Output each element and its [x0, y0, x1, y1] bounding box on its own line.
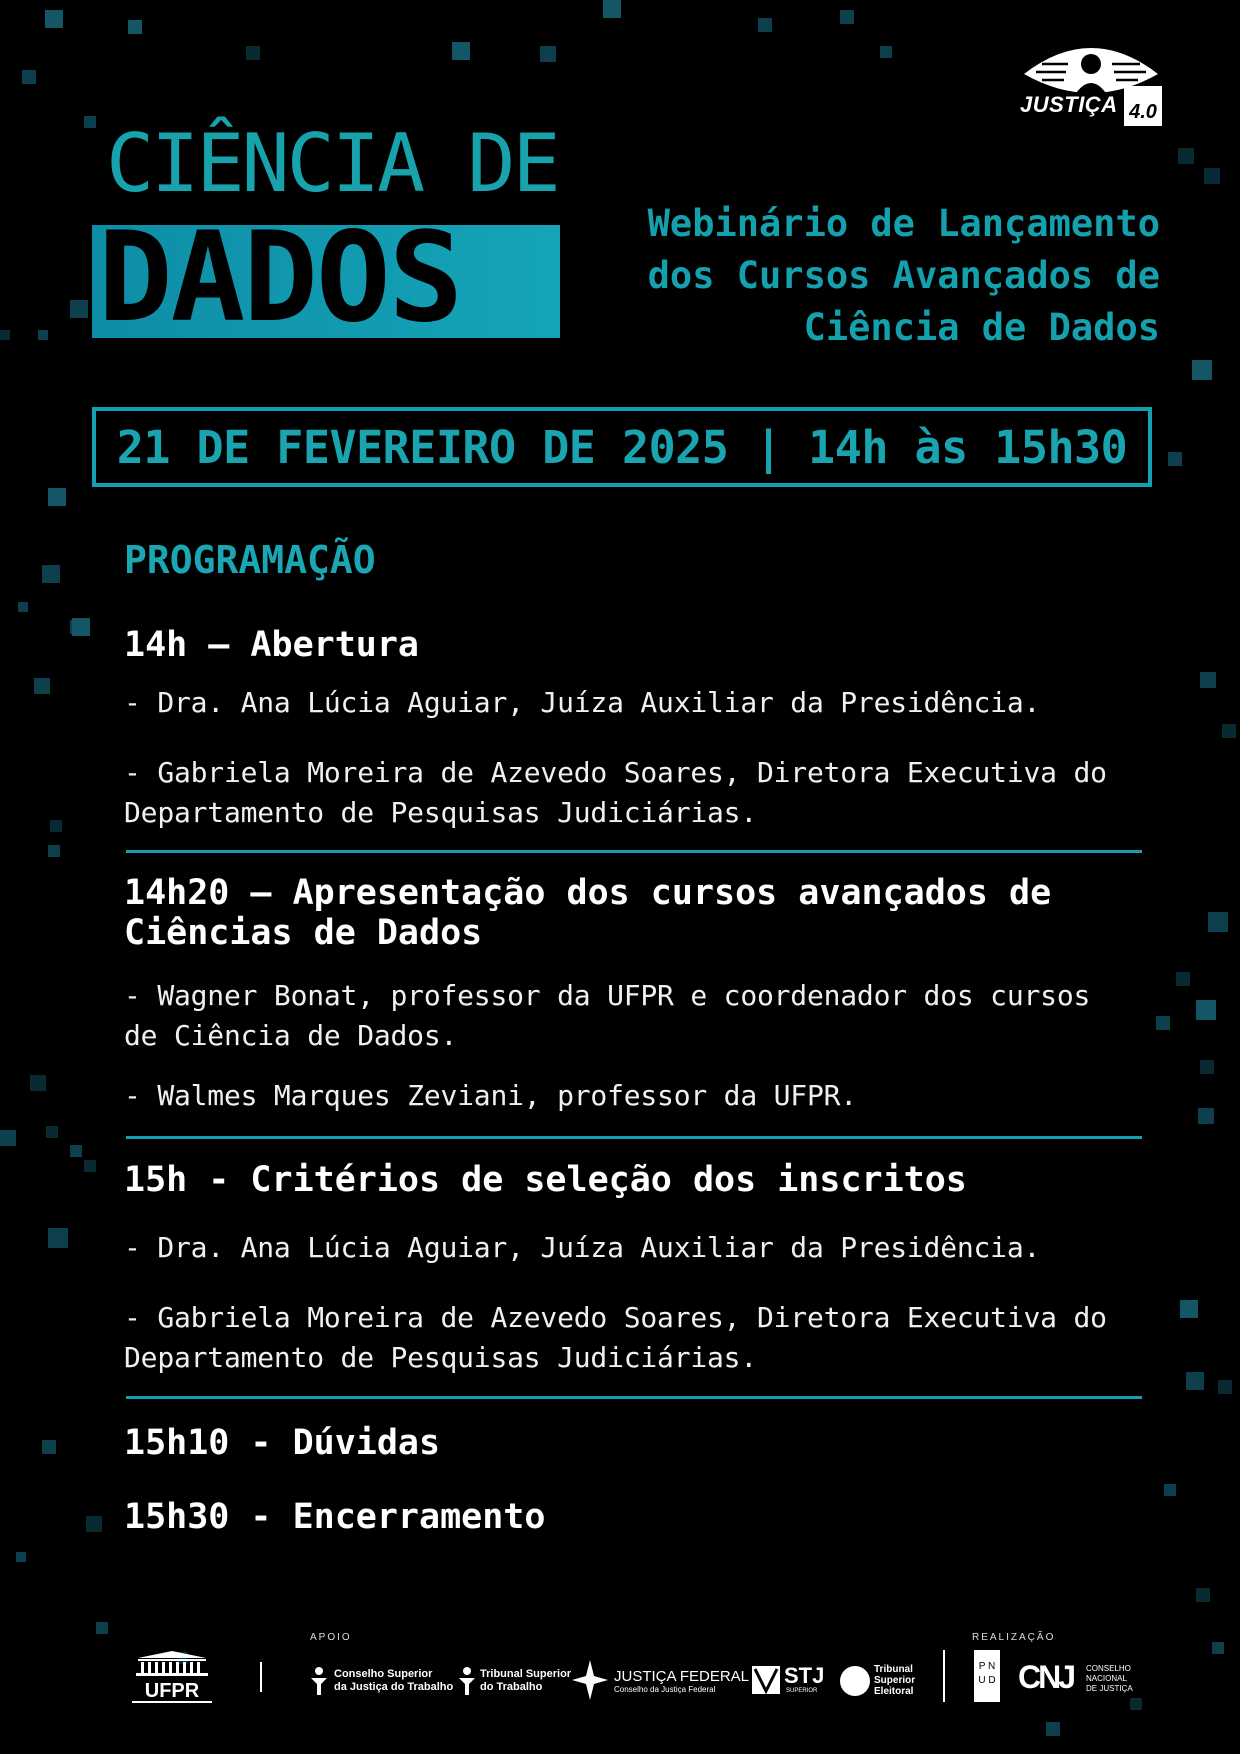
event-date: 21 DE FEVEREIRO DE 2025 | 14h às 15h30	[116, 420, 1128, 474]
session-title: 15h30 - Encerramento	[124, 1497, 546, 1537]
title-line-1: CIÊNCIA DE	[106, 117, 558, 210]
session-title: 14h – Abertura	[124, 625, 420, 665]
speaker-item: - Gabriela Moreira de Azevedo Soares, Diretora Executiva do Departamento de Pesquisas Judiciárias.	[124, 1301, 1107, 1374]
building-icon	[132, 1650, 212, 1676]
star-icon	[572, 1660, 608, 1700]
person-icon	[308, 1666, 330, 1696]
speaker-item: - Gabriela Moreira de Azevedo Soares, Diretora Executiva do Departamento de Pesquisas Judiciárias.	[124, 756, 1107, 829]
stj-emblem-icon	[752, 1666, 780, 1694]
session-title: 15h10 - Dúvidas	[124, 1423, 441, 1463]
ufpr-logo: UFPR	[132, 1650, 212, 1698]
session-title: 15h - Critérios de seleção dos inscritos	[124, 1160, 967, 1200]
event-subtitle	[600, 198, 1160, 354]
speaker-item: - Wagner Bonat, professor da UFPR e coordenador dos cursos de Ciência de Dados.	[124, 979, 1091, 1052]
subtitle-line: Webinário de Lançamento	[647, 202, 1160, 245]
title-line-2: DADOS	[98, 206, 462, 350]
person-icon	[456, 1666, 478, 1696]
footer-divider	[943, 1650, 945, 1702]
event-date-box	[92, 407, 1152, 487]
justica-wordmark: JUSTIÇA	[1020, 92, 1118, 117]
version-badge: 4.0	[1124, 86, 1162, 126]
section-divider	[126, 1396, 1142, 1399]
subtitle-line: dos Cursos Avançados de	[647, 254, 1160, 297]
realizacao-label: REALIZAÇÃO	[972, 1632, 1056, 1643]
footer-divider	[260, 1662, 262, 1692]
apoio-label: APOIO	[310, 1632, 352, 1643]
justica-4-logo	[1020, 34, 1162, 126]
speaker-item: - Dra. Ana Lúcia Aguiar, Juíza Auxiliar da Presidência.	[124, 686, 1041, 719]
speaker-item: - Dra. Ana Lúcia Aguiar, Juíza Auxiliar da Presidência.	[124, 1231, 1041, 1264]
subtitle-line: Ciência de Dados	[803, 306, 1160, 349]
pnud-logo: P N U D	[974, 1650, 1000, 1702]
speaker-item: - Walmes Marques Zeviani, professor da UFPR.	[124, 1079, 857, 1112]
session-title: 14h20 – Apresentação dos cursos avançados de Ciências de Dados	[124, 873, 1052, 953]
section-divider	[126, 850, 1142, 853]
section-divider	[126, 1136, 1142, 1139]
program-heading: PROGRAMAÇÃO	[124, 538, 376, 582]
